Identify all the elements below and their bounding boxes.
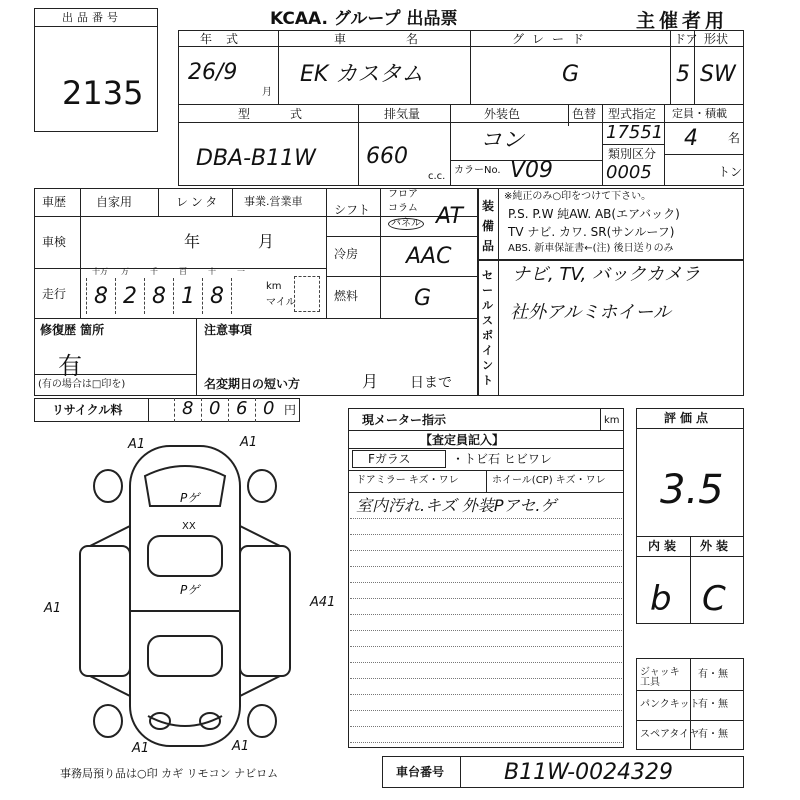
private-option: 自家用 <box>96 195 133 209</box>
digit-label: 一 <box>237 267 245 276</box>
damage-mark: Pゲ <box>180 491 200 505</box>
note-line <box>350 694 622 695</box>
equip-note: ※純正のみ○印をつけて下さい。 <box>504 191 652 202</box>
inspector-note: 室内汚れ.キズ 外装Pアセ.ゲ <box>356 496 557 515</box>
recycle-divider <box>174 398 175 422</box>
form-title: KCAA. グループ 出品票 <box>270 9 458 29</box>
capacity-unit: 名 <box>728 131 741 145</box>
mileage-label: 走行 <box>42 287 67 301</box>
shift-value: AT <box>436 204 463 229</box>
jack-label: ジャッキ工具 <box>640 667 680 688</box>
mileage-digit: 8 <box>210 284 224 309</box>
shape-label: 形状 <box>704 32 729 46</box>
note-line <box>350 710 622 711</box>
office-note: 事務局預り品は○印 カギ リモコン ナビロム <box>60 767 279 780</box>
damage-mark: XX <box>182 521 196 532</box>
capacity-label: 定員・積載 <box>672 107 727 120</box>
deadline-month: 月 <box>362 372 379 391</box>
recycle-digit: 8 <box>182 398 194 419</box>
damage-mark: A1 <box>132 741 150 756</box>
digit-label: 百 <box>179 267 187 276</box>
shift-label: シフト <box>334 203 371 217</box>
mileage-digit: 1 <box>181 284 195 309</box>
unit-box <box>294 276 320 312</box>
fglass-label: Fガラス <box>368 452 411 466</box>
damage-mark: A1 <box>128 437 146 452</box>
insp-month-unit: 月 <box>258 232 275 251</box>
lot-label: 出品番号 <box>62 11 122 24</box>
disp-label: 排気量 <box>384 107 421 121</box>
disp-unit: c.c. <box>428 171 446 182</box>
equip-line2: TV ナビ. カワ. SR(サンルーフ) <box>508 225 675 239</box>
fglass-options: ・トビ石 ヒビワレ <box>452 452 552 466</box>
color-change-label: 色替 <box>572 107 597 121</box>
use-label: 車歴 <box>42 195 67 209</box>
chassis-value: B11W-0024329 <box>504 760 674 785</box>
color-no-value: V09 <box>510 158 554 183</box>
digit-label: 千 <box>150 267 158 276</box>
note-line <box>350 566 622 567</box>
shape-value: SW <box>700 62 736 87</box>
meter-unit: km <box>604 415 620 426</box>
recycle-digit: 6 <box>236 398 248 419</box>
digit-label: 十万 <box>92 267 108 276</box>
recycle-divider <box>228 398 229 422</box>
mileage-digit: 8 <box>152 284 166 309</box>
shift-floor: フロア <box>388 189 418 200</box>
model-label: 型式 <box>238 107 343 121</box>
note-line <box>350 614 622 615</box>
notes-label: 注意事項 <box>204 323 253 337</box>
note-line <box>350 518 622 519</box>
digit-divider <box>86 278 87 314</box>
lot-number: 2135 <box>62 74 144 112</box>
mileage-digit: 2 <box>123 284 137 309</box>
sales-line2: 社外アルミホイール <box>510 302 671 323</box>
digit-label: 十 <box>208 267 216 276</box>
digit-divider <box>202 278 203 314</box>
damage-mark: A1 <box>44 601 62 616</box>
note-line <box>350 662 622 663</box>
note-line <box>350 550 622 551</box>
car-diagram <box>30 436 330 766</box>
meter-label: 現メーター指示 <box>362 413 447 427</box>
recycle-divider <box>255 398 256 422</box>
inspection-label: 車検 <box>42 235 67 249</box>
spare-yes-no: 有・無 <box>698 729 728 740</box>
note-line <box>350 742 622 743</box>
score-value: 3.5 <box>660 467 724 513</box>
puncture-label: パンクキット <box>640 699 700 710</box>
color-no-label: カラーNo. <box>454 165 501 176</box>
spare-label: スペアタイヤ <box>640 729 700 740</box>
wheel-label: ホイール(CP) キズ・ワレ <box>492 475 606 486</box>
note-line <box>350 582 622 583</box>
mile-unit: マイル <box>266 297 296 308</box>
digit-divider <box>231 278 232 314</box>
car-label: 車名 <box>334 32 479 46</box>
damage-mark: A1 <box>232 739 250 754</box>
note-line <box>350 726 622 727</box>
rental-option: レンタ <box>176 195 221 209</box>
note-line <box>350 678 622 679</box>
recycle-digit: 0 <box>263 398 275 419</box>
shift-column: コラム <box>388 203 418 214</box>
chassis-label: 車台番号 <box>396 765 445 779</box>
month-suffix: 月 <box>262 87 272 98</box>
km-unit: km <box>266 281 282 292</box>
fuel-label: 燃料 <box>334 289 359 303</box>
capacity-value: 4 <box>684 126 698 151</box>
year-label: 年式 <box>200 32 253 46</box>
note-line <box>350 598 622 599</box>
repair-note: (有の場合は□印を) <box>38 379 126 390</box>
ac-value: AAC <box>406 244 452 269</box>
insp-year-unit: 年 <box>184 232 201 251</box>
note-line <box>350 534 622 535</box>
repair-value: 有 <box>58 352 82 380</box>
recycle-divider <box>201 398 202 422</box>
organizer-label: 主催者用 <box>636 10 729 32</box>
type-label: 型式指定 <box>608 107 657 121</box>
equip-line3: ABS. 新車保証書←(注) 後日送りのみ <box>508 243 674 254</box>
puncture-yes-no: 有・無 <box>698 699 728 710</box>
business-option: 事業.営業車 <box>244 195 303 208</box>
equip-label: 装備品 <box>482 199 495 253</box>
digit-label: 万 <box>121 267 129 276</box>
ton-unit: トン <box>718 165 743 179</box>
year-value: 26/9 <box>188 60 238 85</box>
note-line <box>350 630 622 631</box>
class-label: 類別区分 <box>608 147 657 161</box>
sales-label: セールスポイント <box>482 269 493 387</box>
fuel-value: G <box>414 286 432 311</box>
mirror-label: ドアミラー キズ・ワレ <box>356 475 459 486</box>
score-label: 評価点 <box>664 411 713 425</box>
damage-mark: A41 <box>310 595 336 610</box>
digit-divider <box>144 278 145 314</box>
mileage-digit: 8 <box>94 284 108 309</box>
interior-value: b <box>650 579 672 619</box>
digit-divider <box>173 278 174 314</box>
sales-line1: ナビ, TV, バックカメラ <box>512 264 701 285</box>
car-value: EK カスタム <box>300 62 424 87</box>
exterior-value: C <box>702 579 726 619</box>
shift-panel: パネル <box>388 218 424 230</box>
repair-label: 修復歴 箇所 <box>40 323 105 337</box>
type-value: 17551 <box>606 122 664 143</box>
recycle-label: リサイクル料 <box>52 403 123 417</box>
ext-color-value: コン <box>480 128 525 153</box>
inspector-label: 【査定員記入】 <box>420 433 505 447</box>
door-value: 5 <box>676 62 690 87</box>
deadline-label: 名変期日の短い方 <box>204 377 301 391</box>
digit-divider <box>115 278 116 314</box>
interior-label: 内装 <box>648 539 681 553</box>
damage-mark: A1 <box>240 435 258 450</box>
deadline-day: 日まで <box>410 375 452 391</box>
grade-value: G <box>562 62 580 87</box>
recycle-digit: 0 <box>209 398 221 419</box>
disp-value: 660 <box>366 144 408 169</box>
equip-line1: P.S. P.W 純AW. AB(エアバック) <box>508 207 680 221</box>
door-label: ドア <box>674 32 698 46</box>
class-value: 0005 <box>606 162 652 183</box>
jack-yes-no: 有・無 <box>698 669 728 680</box>
note-line <box>350 646 622 647</box>
damage-mark: Pゲ <box>180 583 200 597</box>
exterior-label: 外装 <box>700 539 733 553</box>
grade-label: グレード <box>512 32 593 46</box>
ext-color-label: 外装色 <box>484 107 521 121</box>
recycle-unit: 円 <box>284 403 297 417</box>
ac-label: 冷房 <box>334 247 359 261</box>
model-value: DBA-B11W <box>196 146 316 171</box>
